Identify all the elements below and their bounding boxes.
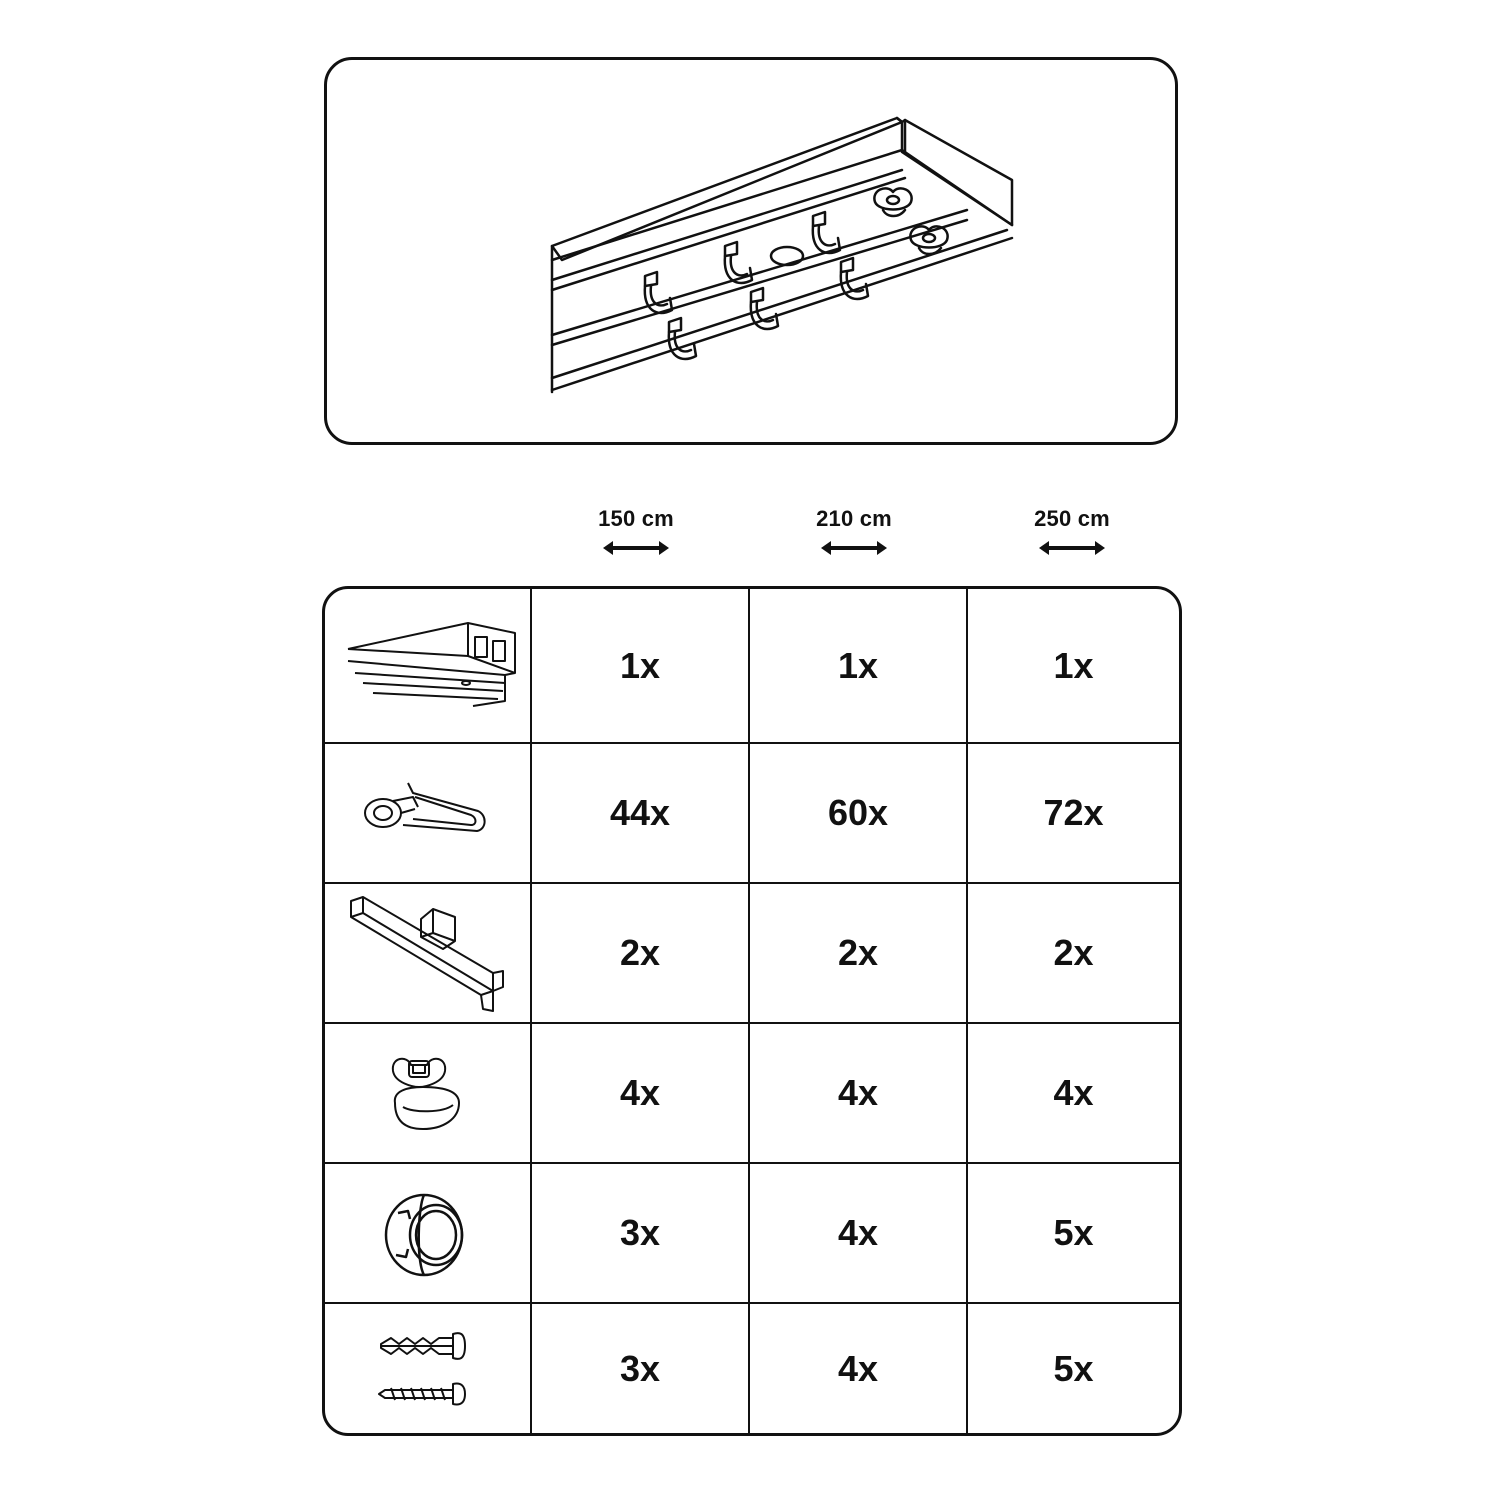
count-cell: 2x bbox=[748, 884, 966, 1022]
table-row bbox=[325, 589, 1179, 742]
column-header-label: 210 cm bbox=[816, 506, 892, 531]
count-cell: 1x bbox=[966, 589, 1179, 742]
count-cell: 3x bbox=[530, 1164, 748, 1302]
double-arrow-icon bbox=[819, 538, 889, 558]
count-cell: 4x bbox=[748, 1024, 966, 1162]
row-icon-cell bbox=[325, 1304, 530, 1433]
row-icon-cell bbox=[325, 589, 530, 742]
count-cell: 2x bbox=[966, 884, 1179, 1022]
count-cell: 5x bbox=[966, 1304, 1179, 1433]
column-header-label: 150 cm bbox=[598, 506, 674, 531]
wing-nut-stopper-icon bbox=[373, 1043, 483, 1143]
parts-table bbox=[322, 586, 1182, 1436]
table-row bbox=[325, 1022, 1179, 1162]
curtain-rail-illustration-icon bbox=[327, 60, 1175, 442]
table-row bbox=[325, 882, 1179, 1022]
ceiling-rail-icon bbox=[333, 611, 523, 721]
count-cell: 4x bbox=[748, 1304, 966, 1433]
column-header-150 bbox=[527, 500, 745, 570]
count-cell: 5x bbox=[966, 1164, 1179, 1302]
count-cell: 72x bbox=[966, 744, 1179, 882]
count-cell: 2x bbox=[530, 884, 748, 1022]
count-cell: 60x bbox=[748, 744, 966, 882]
table-row bbox=[325, 1302, 1179, 1433]
column-header-label: 250 cm bbox=[1034, 506, 1110, 531]
row-icon-cell bbox=[325, 1024, 530, 1162]
row-icon-cell bbox=[325, 1164, 530, 1302]
column-header-250 bbox=[963, 500, 1181, 570]
count-cell: 4x bbox=[530, 1024, 748, 1162]
length-headers bbox=[527, 500, 1181, 570]
row-icon-cell bbox=[325, 884, 530, 1022]
count-cell: 1x bbox=[530, 589, 748, 742]
rail-illustration-panel bbox=[324, 57, 1178, 445]
count-cell: 44x bbox=[530, 744, 748, 882]
double-arrow-icon bbox=[1037, 538, 1107, 558]
count-cell: 1x bbox=[748, 589, 966, 742]
double-arrow-icon bbox=[601, 538, 671, 558]
count-cell: 4x bbox=[966, 1024, 1179, 1162]
ring-clip-icon bbox=[378, 1183, 478, 1283]
dowel-and-screw-icon bbox=[373, 1324, 483, 1414]
column-header-210 bbox=[745, 500, 963, 570]
count-cell: 3x bbox=[530, 1304, 748, 1433]
row-icon-cell bbox=[325, 744, 530, 882]
count-cell: 4x bbox=[748, 1164, 966, 1302]
table-row bbox=[325, 1162, 1179, 1302]
end-cap-icon bbox=[343, 891, 513, 1016]
table-row bbox=[325, 742, 1179, 882]
glider-hook-icon bbox=[353, 773, 503, 853]
